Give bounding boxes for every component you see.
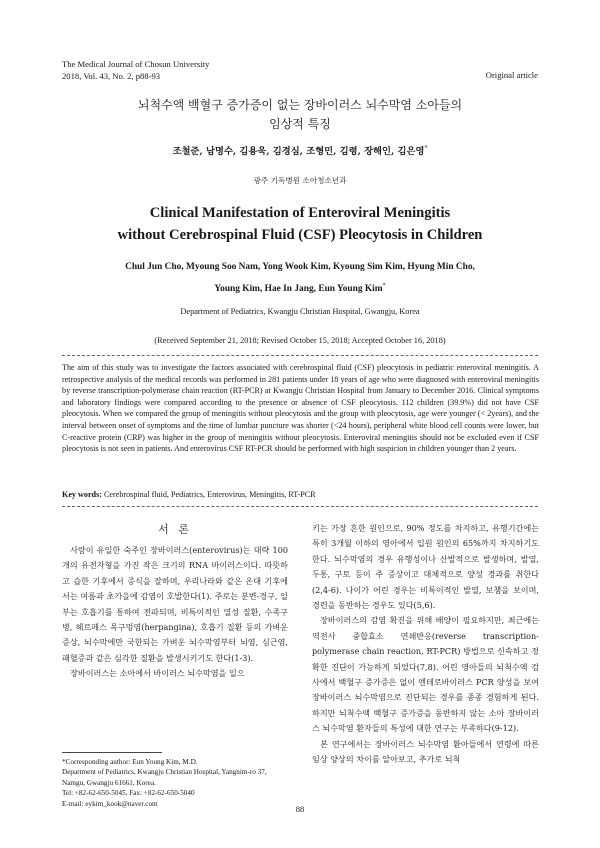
korean-authors xyxy=(0,143,600,157)
english-author-mark: * xyxy=(382,283,386,289)
footnote-line3: Tel: +82-62-650-5045, Fax: +82-62-650-5040 xyxy=(62,789,195,798)
section-heading-introduction: 서 론 xyxy=(158,523,192,536)
keywords xyxy=(62,490,539,499)
english-title xyxy=(0,202,600,246)
keywords-label: Key words: xyxy=(62,490,102,499)
footnote-divider xyxy=(62,752,162,753)
body-right-column xyxy=(312,521,539,768)
journal-header xyxy=(62,58,209,82)
corresponding-author-footnote xyxy=(62,757,288,809)
keywords-list: Cerebrospinal fluid, Pediatrics, Enterovirus, Meningitis, RT-PCR xyxy=(101,490,316,499)
korean-title-line1: 뇌척수액 백혈구 증가증이 없는 장바이러스 뇌수막염 소아들의 xyxy=(137,98,463,112)
english-authors-line1: Chul Jun Cho, Myoung Soo Nam, Yong Wook Kim, Kyoung Sim Kim, Hyung Min Cho, xyxy=(125,262,475,272)
korean-author-list: 조철준, 남명수, 김용욱, 김경심, 조형민, 김령, 장해인, 김은영 xyxy=(172,146,425,157)
footnote-line4: E-mail: eykim_kook@naver.com xyxy=(62,799,158,808)
right-paragraph-1: 키는 가장 흔한 원인으로, 90% 정도를 차지하고, 유행기간에는 특히 3개월 이하의 영아에서 입원 원인의 65%까지 차지하기도 한다. 뇌수막염의 경우 유행성이나 산발적으로 발생하며, 발열, 두통, 구토 등이 주 증상이고 대체적으로 양성 경과를 취한다(2,4-6). 나이가 어린 경우는 비특이적인 발열, 보챔을 보이며, 경련을 동반하는 경우도 있다(5,6). xyxy=(312,523,539,611)
journal-name: The Medical Journal of Chosun University xyxy=(62,59,210,69)
abstract-top-divider xyxy=(62,355,538,356)
left-paragraph-2: 장바이러스는 소아에서 바이러스 뇌수막염을 일으 xyxy=(70,668,245,679)
right-paragraph-2: 장바이러스의 감염 확진을 위해 배양이 필요하지만, 최근에는 역전사 중합효소 연쇄반응(reverse transcription-polymerase chain reaction, RT-PCR) 방법으로 신속하고 정확한 진단이 가능하게 되었다(7,8). 어린 영아들의 뇌척수액 검사에서 백혈구 증가증은 없이 엔테로바이러스 PCR 양성을 보여 장바이러스 뇌수막염으로 진단되는 경우를 종종 경험하게 된다. 하지만 뇌척수액 백혈구 증가증을 동반하지 않는 소아 장바이러스 뇌수막염 환자들의 특성에 대한 연구는 부족하다(9-12). xyxy=(312,615,539,734)
article-type: Original article xyxy=(485,70,538,80)
body-left-column xyxy=(62,543,288,682)
english-title-line1: Clinical Manifestation of Enteroviral Meningitis xyxy=(149,205,451,221)
footnote-line1: *Corresponding author: Eun Young Kim, M.D. xyxy=(62,758,198,766)
abstract-text: The aim of this study was to investigate the factors associated with cerebrospinal fluid (CSF) pleocytosis in pediatric enteroviral meningitis. A retrospective analysis of the medical records was performed in 281 patients under 18 years of age who were diagnosed with enteroviral meningitis by reverse transcription-polymerase chain reaction (RT-PCR) at Kwangju Christian Hospital from January to December 2016. Clinical symptoms and laboratory findings were compared according to the presence or absence of CSF pleocytosis. 112 children (39.9%) did not have CSF pleocytosis. When we compared the group of meningitis without pleocytosis and the group with pleocytosis, age were younger (< 2years), and the interval between onset of symptoms and the time of lumbar puncture was shorter (<24 hours), peripheral white blood cell counts were lower, but C-reactive protein (CRP) was higher in the group of meningitis without pleocytosis. Enteroviral meningitis should not be excluded even if CSF pleocytosis is not seen in patients. And enterovirus CSF RT-PCR should be performed with high suspicion in children younger than 2 years. xyxy=(62,363,539,454)
page-number: 88 xyxy=(295,804,305,814)
korean-title-line2: 임상적 특징 xyxy=(269,117,331,131)
english-authors xyxy=(60,258,540,299)
received-dates: (Received September 21, 2018; Revised October 15, 2018; Accepted October 16, 2018) xyxy=(154,336,446,345)
english-title-line2: without Cerebrospinal Fluid (CSF) Pleocytosis in Children xyxy=(117,227,483,243)
right-paragraph-3: 본 연구에서는 장바이러스 뇌수막염 환아들에서 연령에 따른 임상 양상의 차이를 알아보고, 추가로 뇌척 xyxy=(312,738,539,765)
abstract-bottom-divider xyxy=(62,506,538,507)
korean-affiliation: 광주 기독병원 소아청소년과 xyxy=(253,176,347,185)
english-affiliation: Department of Pediatrics, Kwangju Christian Hospital, Gwangju, Korea xyxy=(180,307,420,316)
korean-title xyxy=(0,96,600,134)
left-paragraph-1: 사람이 유일한 숙주인 장바이러스(enterovirus)는 대략 100개의 유전자형을 가진 작은 크기의 RNA 바이러스이다. 따뜻하고 습한 기후에서 증식을 잘하며, 우리나라와 같은 온대 기후에서는 여름과 초가을에 감염이 호발한다(1). 주로는 분변-경구, 일부는 호흡기를 통하여 전파되며, 비특이적인 열성 질환, 수족구병, 헤르페스 목구멍염(herpangina), 호흡기 질환 등의 가벼운 증상, 뇌수막에만 국한되는 가벼운 뇌수막염부터 뇌염, 심근염, 패혈증과 같은 심각한 질환을 발생시키기도 한다(1-3). xyxy=(62,545,288,663)
english-authors-line2: Young Kim, Hae In Jang, Eun Young Kim xyxy=(214,284,383,295)
journal-issue: 2018, Vol. 43, No. 2, p88-93 xyxy=(62,71,161,81)
korean-author-mark: * xyxy=(424,144,428,152)
footnote-line2: Department of Pediatrics, Kwangju Christian Hospital, Yangnim-ro 37, Namgu, Gwangju 61661, Korea. xyxy=(62,768,267,787)
